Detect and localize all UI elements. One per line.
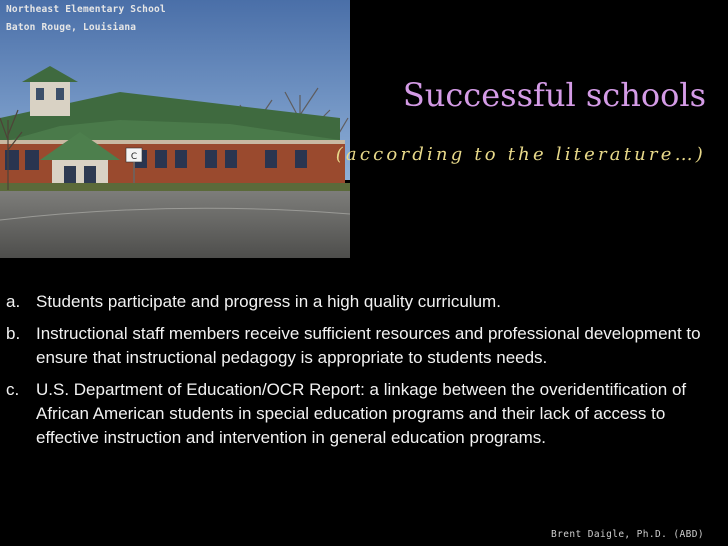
list-item (6, 322, 718, 370)
criteria-list (6, 290, 718, 458)
slide-footer-author: Brent Daigle, Ph.D. (ABD) (551, 529, 704, 540)
list-marker: a. (6, 292, 21, 311)
list-item (6, 378, 718, 450)
slide-subtitle: (according to the literature…) (335, 144, 706, 165)
photo-caption-location: Baton Rouge, Louisiana (6, 22, 137, 33)
photo-caption-school-name: Northeast Elementary School (6, 4, 166, 15)
list-item-text: U.S. Department of Education/OCR Report: a linkage between the overidentification of African American students in special education programs and their lack of access to effective instruction and intervention in general education programs. (36, 380, 687, 447)
school-photo (0, 0, 350, 258)
slide-title: Successful schools (402, 76, 706, 114)
list-item-text: Instructional staff members receive sufficient resources and professional development to ensure that instructional pedagogy is appropriate to students needs. (36, 324, 701, 367)
list-marker: c. (6, 380, 20, 399)
sign-letter: C (130, 152, 138, 162)
list-item (6, 290, 718, 314)
list-marker: b. (6, 324, 21, 343)
list-item-text: Students participate and progress in a high quality curriculum. (36, 292, 501, 311)
